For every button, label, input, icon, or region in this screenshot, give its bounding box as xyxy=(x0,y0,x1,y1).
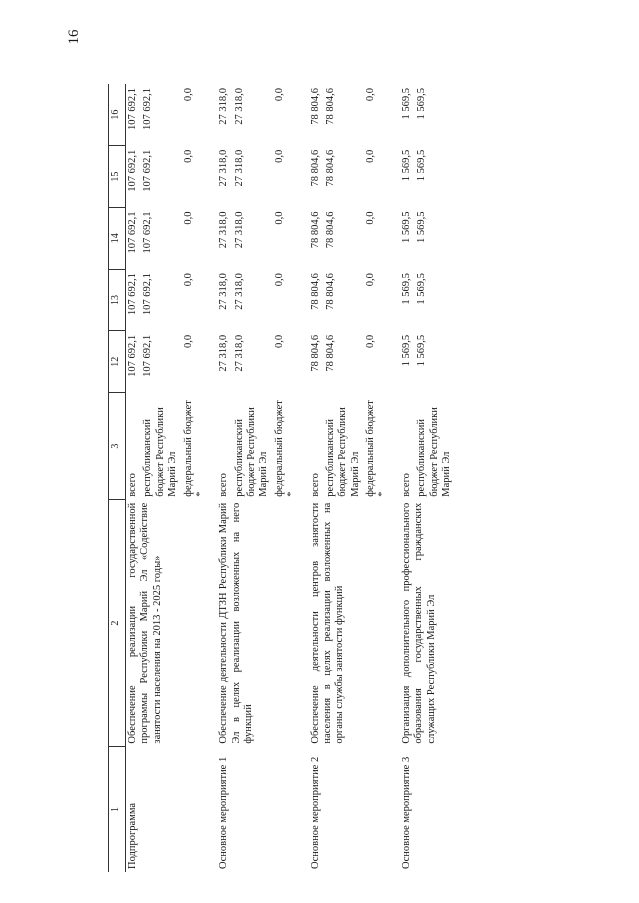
amount-cell: 78 804,6 xyxy=(309,149,321,187)
amount-cell: 1 569,5 xyxy=(400,273,412,305)
amount-cell: 78 804,6 xyxy=(324,88,336,125)
amount-cell: 1 569,5 xyxy=(416,149,428,182)
budget-table xyxy=(108,84,454,872)
amount-cell: 0,0 xyxy=(365,88,376,102)
funding-source: всего xyxy=(127,473,138,497)
group-name: Основное мероприятие 3 xyxy=(400,756,412,869)
page-number: 16 xyxy=(66,29,82,45)
funding-source: всего xyxy=(218,473,230,497)
amount-cell: 107 692,1 xyxy=(142,149,154,192)
amount-cell: 107 692,1 xyxy=(142,211,154,254)
funding-source: всего xyxy=(400,473,412,497)
amount-cell: 27 318,0 xyxy=(233,273,245,310)
amount-cell: 78 804,6 xyxy=(309,211,321,249)
amount-cell: 1 569,5 xyxy=(400,149,412,182)
amount-cell: 78 804,6 xyxy=(324,273,336,310)
amount-cell: 27 318,0 xyxy=(218,88,230,125)
amount-cell: 27 318,0 xyxy=(233,334,245,372)
amount-cell: 1 569,5 xyxy=(400,211,412,243)
amount-cell: 78 804,6 xyxy=(324,149,336,187)
group-description: Обеспечение деятельности ДТЗН Республики Марий Эл в целях реализации возложенных на него функций xyxy=(218,502,254,744)
amount-cell: 0,0 xyxy=(273,149,285,163)
table-row xyxy=(126,84,141,872)
amount-cell: 107 692,1 xyxy=(127,334,138,377)
table-row xyxy=(300,84,323,872)
amount-cell: 0,0 xyxy=(182,273,194,287)
amount-cell: 27 318,0 xyxy=(233,211,245,249)
amount-cell: 0,0 xyxy=(273,334,285,348)
group-description: Обеспечение деятельности центров занятости населения в целях реализации возложенных на органы службы занятости функций xyxy=(309,502,346,744)
amount-cell: 27 318,0 xyxy=(233,88,245,125)
header-cell: 15 xyxy=(109,146,126,208)
amount-cell: 78 804,6 xyxy=(309,88,321,125)
group-name: Подпрограмма xyxy=(127,802,138,869)
amount-cell: 78 804,6 xyxy=(309,334,321,372)
amount-cell: 0,0 xyxy=(365,211,376,225)
amount-cell: 1 569,5 xyxy=(416,273,428,305)
amount-cell: 0,0 xyxy=(273,273,285,287)
group-description: Организация дополнительного профессионального образования государственных гражданских служащих Республики Марий Эл xyxy=(400,502,437,744)
amount-cell: 27 318,0 xyxy=(218,149,230,187)
funding-source: республиканский бюджет Республики Марий Эл xyxy=(416,407,452,497)
funding-source: федеральный бюджет * xyxy=(182,400,206,497)
amount-cell: 0,0 xyxy=(273,88,285,102)
amount-cell: 1 569,5 xyxy=(416,88,428,120)
amount-cell: 0,0 xyxy=(273,211,285,225)
amount-cell: 107 692,1 xyxy=(127,273,138,316)
amount-cell: 27 318,0 xyxy=(233,149,245,187)
amount-cell: 0,0 xyxy=(365,273,376,287)
amount-cell: 27 318,0 xyxy=(218,334,230,372)
header-cell: 16 xyxy=(109,84,126,146)
funding-source: республиканский бюджет Республики Марий Эл xyxy=(324,407,361,497)
amount-cell: 107 692,1 xyxy=(127,88,138,130)
amount-cell: 107 692,1 xyxy=(142,334,154,377)
header-cell: 13 xyxy=(109,269,126,331)
funding-source: федеральный бюджет * xyxy=(365,400,389,497)
amount-cell: 0,0 xyxy=(182,88,194,102)
header-row xyxy=(109,84,126,872)
table-body xyxy=(126,84,455,872)
amount-cell: 27 318,0 xyxy=(218,211,230,249)
amount-cell: 78 804,6 xyxy=(309,273,321,310)
amount-cell: 107 692,1 xyxy=(127,211,138,254)
funding-source: республиканский бюджет Республики Марий Эл xyxy=(233,407,270,497)
group-name: Основное мероприятие 1 xyxy=(218,756,230,869)
header-cell: 3 xyxy=(109,393,126,500)
amount-cell: 0,0 xyxy=(365,334,376,348)
group-description: Обеспечение реализации государственной программы Республики Марий Эл «Содействие занятости населения на 2013 - 2025 годы» xyxy=(127,502,163,744)
amount-cell: 1 569,5 xyxy=(416,334,428,367)
header-cell: 14 xyxy=(109,207,126,269)
header-cell: 1 xyxy=(109,747,126,872)
amount-cell: 107 692,1 xyxy=(142,88,154,130)
amount-cell: 1 569,5 xyxy=(400,88,412,120)
amount-cell: 0,0 xyxy=(182,149,194,163)
funding-source: федеральный бюджет * xyxy=(273,400,298,497)
amount-cell: 107 692,1 xyxy=(142,273,154,316)
amount-cell: 78 804,6 xyxy=(324,334,336,372)
rotated-table-area xyxy=(108,84,528,872)
amount-cell: 107 692,1 xyxy=(127,149,138,192)
group-name: Основное мероприятие 2 xyxy=(309,756,321,869)
amount-cell: 0,0 xyxy=(182,334,194,348)
header-cell: 2 xyxy=(109,500,126,747)
amount-cell: 1 569,5 xyxy=(416,211,428,243)
amount-cell: 1 569,5 xyxy=(400,334,412,367)
amount-cell: 78 804,6 xyxy=(324,211,336,249)
header-cell: 12 xyxy=(109,331,126,393)
amount-cell: 0,0 xyxy=(182,211,194,225)
funding-source: республиканский бюджет Республики Марий Эл xyxy=(142,407,179,497)
table-row xyxy=(391,84,414,872)
funding-source: всего xyxy=(309,473,321,497)
amount-cell: 27 318,0 xyxy=(218,273,230,310)
amount-cell: 0,0 xyxy=(365,149,376,163)
table-row xyxy=(208,84,231,872)
